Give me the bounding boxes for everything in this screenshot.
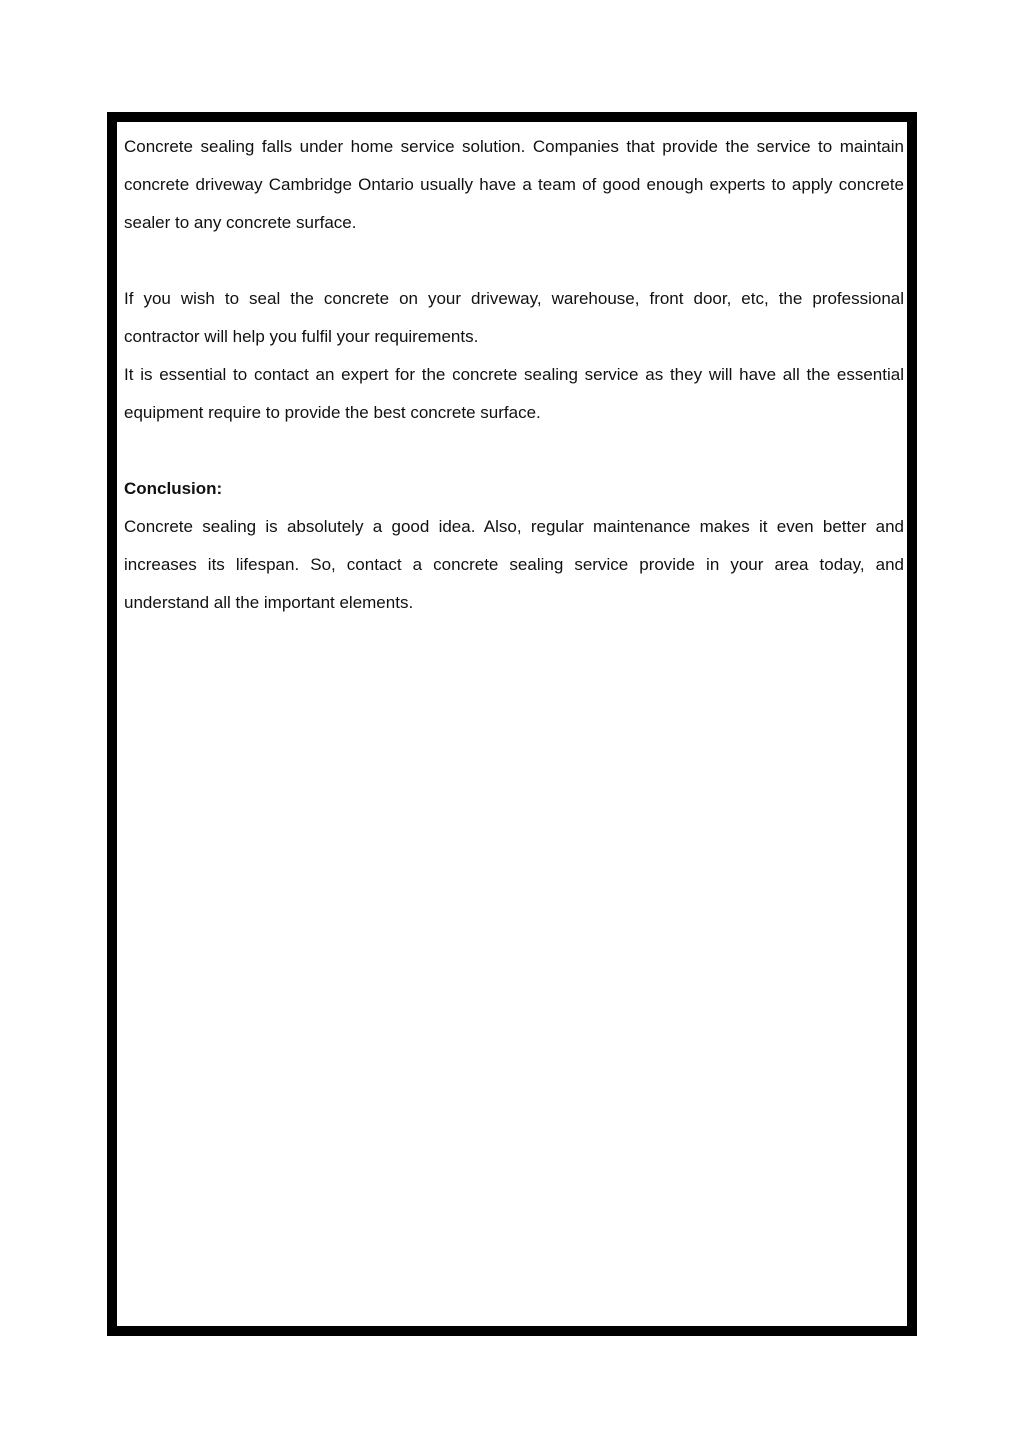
paragraph-contact-expert: It is essential to contact an expert for the concrete sealing service as they will have all the essential equipment require to provide the best concrete surface.	[124, 365, 904, 422]
paragraph-intro: Concrete sealing falls under home service solution. Companies that provide the service to maintain concrete driveway Cambridge Ontario usually have a team of good enough experts to apply concrete sealer to any concrete surface.	[124, 137, 904, 232]
paragraph-conclusion: Concrete sealing is absolutely a good idea. Also, regular maintenance makes it even better and increases its lifespan. So, contact a concrete sealing service provide in your area today, and understand all the important elements.	[124, 517, 904, 612]
paragraph-spacer	[124, 432, 904, 470]
document-body	[124, 128, 904, 622]
paragraph-spacer	[124, 242, 904, 280]
paragraph-seal-driveway: If you wish to seal the concrete on your driveway, warehouse, front door, etc, the professional contractor will help you fulfil your requirements.	[124, 289, 904, 346]
page-border-frame	[107, 112, 917, 1336]
conclusion-heading: Conclusion:	[124, 479, 223, 498]
